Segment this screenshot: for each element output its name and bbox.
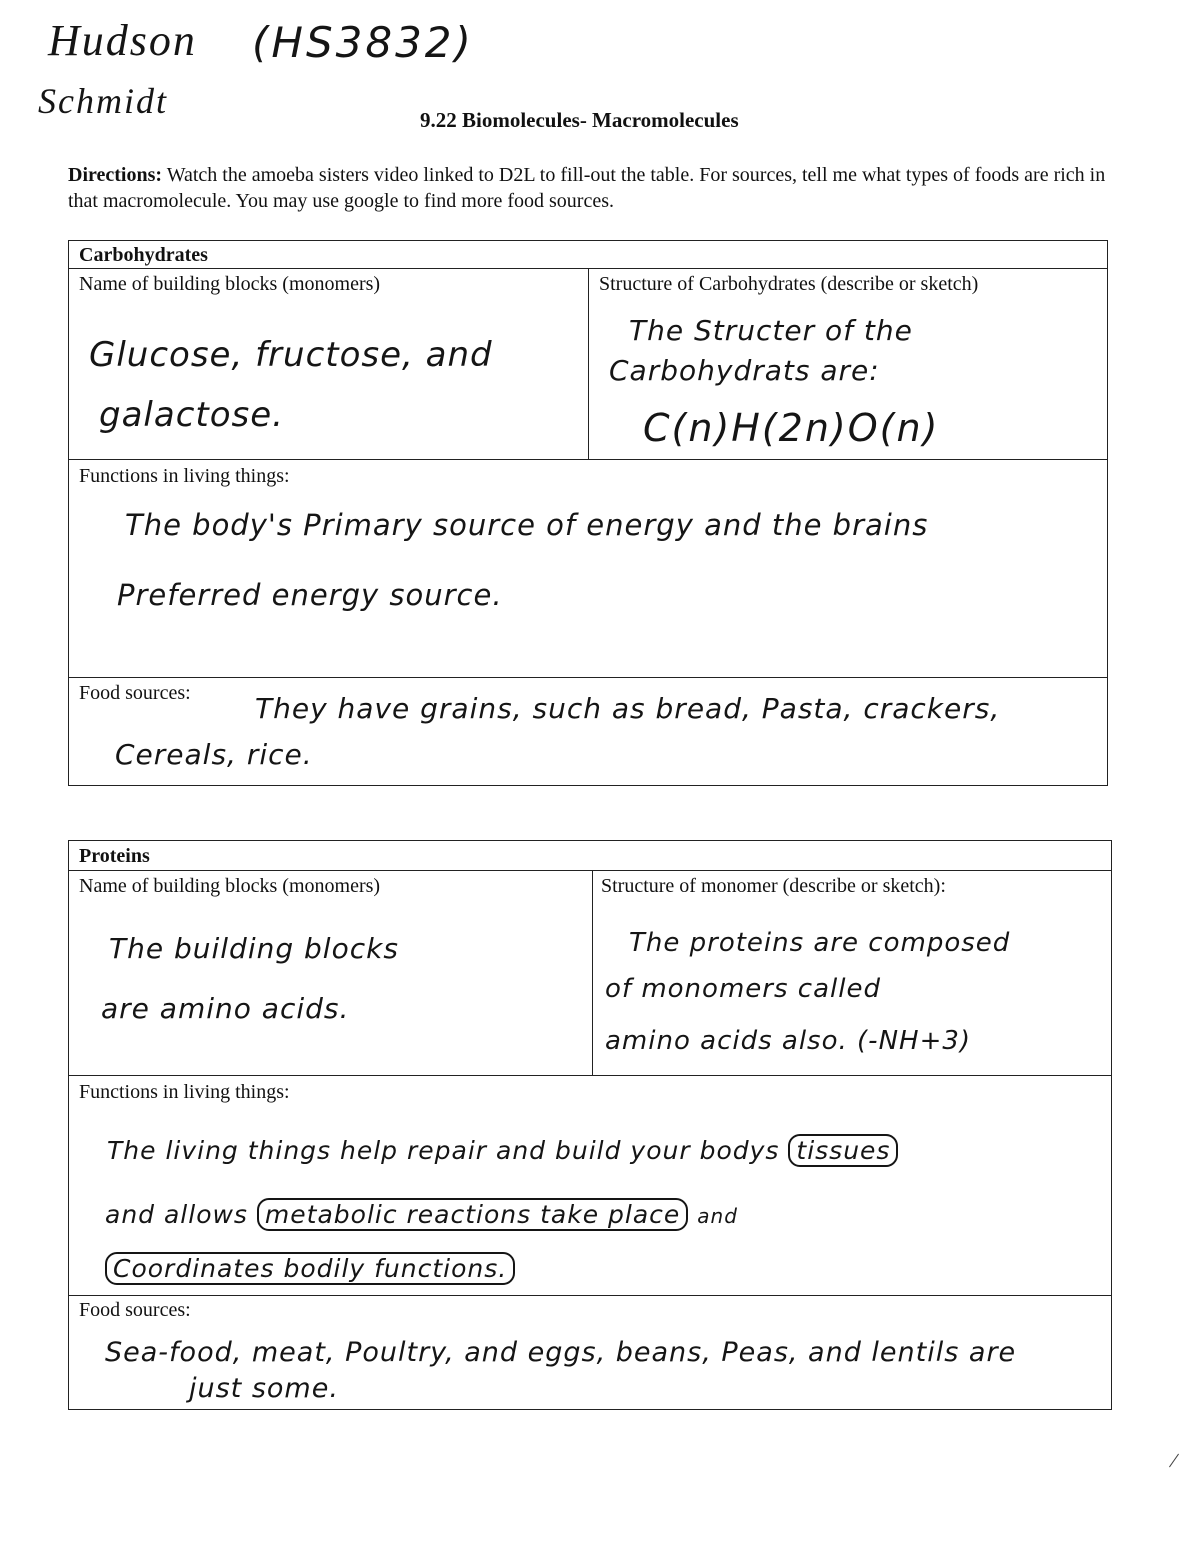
student-name-last: Schmidt	[38, 81, 168, 121]
carb-functions-answer-2: Preferred energy source.	[117, 578, 503, 612]
protein-structure-label: Structure of monomer (describe or sketch):	[601, 875, 946, 897]
directions-text: Watch the amoeba sisters video linked to D2L to fill-out the table. For sources, tell me what types of foods are rich in that macromolecule. You may use google to find more food sources.	[68, 164, 1106, 212]
carb-food-answer-1: They have grains, such as bread, Pasta, crackers,	[255, 692, 1001, 725]
page-title: 9.22 Biomolecules- Macromolecules	[420, 108, 739, 132]
student-name-first: Hudson	[48, 16, 197, 65]
carb-food-label: Food sources:	[79, 682, 191, 704]
protein-functions-text-3: and	[697, 1204, 738, 1228]
protein-functions-line-3	[105, 1249, 515, 1289]
protein-food-answer-2: just some.	[189, 1373, 339, 1404]
protein-functions-tissues-boxed: tissues	[788, 1134, 898, 1167]
protein-functions-line-2	[105, 1195, 738, 1236]
protein-functions-coordinates-boxed: Coordinates bodily functions.	[105, 1252, 515, 1285]
protein-food-answer-1: Sea-food, meat, Poultry, and eggs, beans, Peas, and lentils are	[105, 1337, 1017, 1368]
carb-monomer-answer-2: galactose.	[99, 395, 284, 435]
protein-functions-metabolic-boxed: metabolic reactions take place	[257, 1198, 688, 1231]
protein-monomer-answer-1: The building blocks	[109, 932, 399, 965]
carb-structure-answer-2: Carbohydrats are:	[609, 354, 880, 387]
protein-functions-text-2: and allows	[105, 1200, 248, 1229]
proteins-table	[68, 840, 1112, 1410]
carbohydrates-heading: Carbohydrates	[79, 244, 208, 266]
carbohydrates-table	[68, 240, 1108, 786]
pen-mark	[1169, 1454, 1179, 1468]
protein-functions-line-1	[107, 1131, 898, 1171]
directions	[68, 162, 1128, 214]
protein-functions-label: Functions in living things:	[79, 1081, 290, 1103]
carb-functions-answer-1: The body's Primary source of energy and the brains	[125, 508, 929, 542]
carb-food-answer-2: Cereals, rice.	[115, 738, 313, 771]
directions-label: Directions:	[68, 164, 163, 186]
protein-structure-answer-1: The proteins are composed	[629, 928, 1011, 958]
protein-functions-text-1: The living things help repair and build your bodys	[107, 1136, 780, 1165]
carb-structure-answer-1: The Structer of the	[629, 314, 913, 347]
protein-food-label: Food sources:	[79, 1299, 191, 1321]
carb-structure-label: Structure of Carbohydrates (describe or sketch)	[599, 273, 979, 295]
protein-monomer-label: Name of building blocks (monomers)	[79, 875, 381, 897]
student-id: (HS3832)	[252, 18, 474, 67]
carb-monomer-label: Name of building blocks (monomers)	[79, 273, 381, 295]
carb-monomer-answer-1: Glucose, fructose, and	[89, 335, 493, 375]
protein-structure-answer-3: amino acids also. (-NH+3)	[605, 1026, 972, 1056]
protein-monomer-answer-2: are amino acids.	[101, 992, 350, 1025]
carb-functions-label: Functions in living things:	[79, 465, 290, 487]
protein-structure-answer-2: of monomers called	[605, 974, 881, 1004]
proteins-heading: Proteins	[79, 845, 150, 867]
carb-structure-formula: C(n)H(2n)O(n)	[643, 406, 940, 450]
